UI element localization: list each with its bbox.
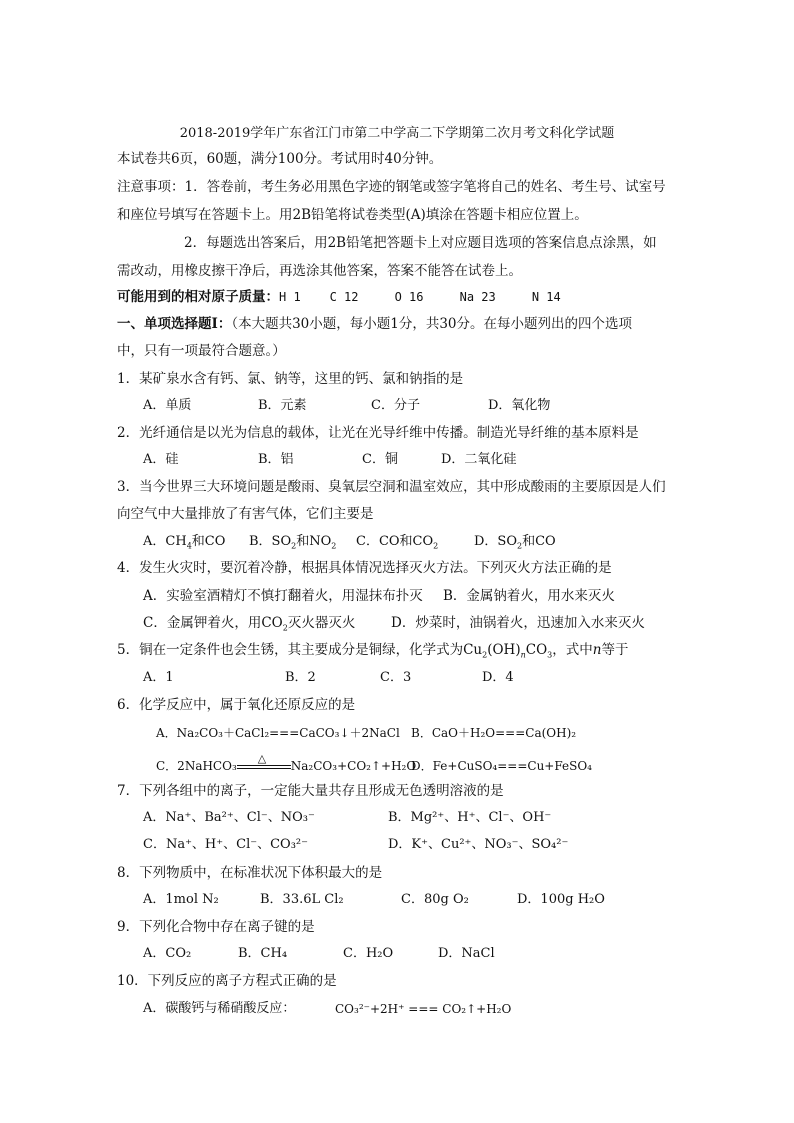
atomic-mass-line	[117, 288, 561, 306]
q3-option-b	[249, 533, 336, 551]
q5-text-post: ，式中	[552, 642, 593, 658]
q8-option-c: C．80g O₂	[401, 892, 469, 907]
q6-option-c	[156, 751, 417, 775]
q9-option-a: A．CO₂	[143, 946, 192, 961]
q10-option-a-label: A．碳酸钙与稀硝酸反应：	[143, 1001, 296, 1016]
q5-mid2: CO	[525, 642, 548, 658]
q5-option-a: A．1	[143, 670, 174, 685]
q7-option-b: B．Mg²⁺、H⁺、Cl⁻、OH⁻	[388, 810, 552, 825]
q3-a-sub: 4	[186, 541, 192, 551]
atomic-mass-values: H 1 C 12 O 16 Na 23 N 14	[279, 290, 561, 304]
q4-option-c	[143, 614, 355, 632]
section-heading-line2: 中，只有一项最符合题意。）	[117, 343, 286, 359]
notes-line-4: 需改动，用橡皮擦干净后，再选涂其他答案，答案不能答在试卷上。	[117, 263, 522, 279]
q3-d-text: D．SO	[474, 534, 517, 549]
question-7-stem: 7．下列各组中的离子，一定能大量共存且形成无色透明溶液的是	[117, 783, 504, 799]
q4-option-b: B．金属钠着火，用水来灭火	[443, 588, 615, 604]
question-5-stem	[117, 641, 628, 659]
q3-option-c	[356, 533, 438, 551]
question-4-stem: 4．发生火灾时，要沉着冷静，根据具体情况选择灭火方法。下列灭火方法正确的是	[117, 560, 612, 576]
notes-line-3: 2．每题选出答案后，用2B铅笔把答题卡上对应题目选项的答案信息点涂黑，如	[184, 235, 657, 251]
q8-option-b: B．33.6L Cl₂	[260, 892, 344, 907]
q6-option-a: A．Na₂CO₃＋CaCl₂===CaCO₃↓＋2NaCl	[156, 726, 400, 740]
q4-c-sub: 2	[282, 623, 288, 633]
question-3-stem-1: 3．当今世界三大环境问题是酸雨、臭氧层空洞和温室效应，其中形成酸雨的主要原因是人们	[117, 479, 666, 495]
q3-b-sub2: 2	[331, 541, 337, 551]
delta-symbol: △	[257, 751, 267, 765]
q1-option-a: A．单质	[143, 398, 192, 413]
q5-sub2: 3	[547, 650, 553, 660]
q4-option-d: D．炒菜时，油锅着火，迅速加入水来灭火	[391, 615, 645, 631]
q7-option-c: C．Na⁺、H⁺、Cl⁻、CO₃²⁻	[143, 837, 308, 852]
q3-d-text-end: 和CO	[522, 534, 556, 549]
q1-option-c: C．分子	[371, 398, 420, 413]
q2-option-a: A．硅	[143, 452, 179, 467]
q5-sub1: 2	[482, 650, 488, 660]
notes-line-2: 和座位号填写在答题卡上。用2B铅笔将试卷类型(A)填涂在答题卡相应位置上。	[117, 207, 588, 223]
q8-option-a: A．1mol N₂	[143, 892, 219, 907]
q3-a-text-end: 和CO	[191, 534, 226, 549]
q9-option-b: B．CH₄	[238, 946, 288, 961]
q5-text-end: 等于	[601, 642, 629, 658]
q1-option-d: D．氧化物	[488, 398, 551, 413]
q3-a-text: A．CH	[143, 534, 187, 549]
q3-c-sub: 2	[433, 541, 439, 551]
q4-option-a: A．实验室酒精灯不慎打翻着火，用湿抹布扑灭	[143, 588, 423, 604]
q4-c-text: C．金属钾着火，用CO	[143, 615, 283, 631]
q5-option-b: B．2	[285, 670, 316, 685]
question-10-stem: 10．下列反应的离子方程式正确的是	[117, 973, 337, 989]
question-2-stem: 2．光纤通信是以光为信息的载体，让光在光导纤维中传播。制造光导纤维的基本原料是	[117, 425, 639, 441]
q3-b-sub1: 2	[291, 541, 297, 551]
q3-option-d	[474, 533, 556, 551]
q10-option-a-equation: CO₃²⁻+2H⁺ === CO₂↑+H₂O	[335, 1002, 512, 1016]
q2-option-d: D．二氧化硅	[441, 452, 517, 467]
question-1-stem: 1．某矿泉水含有钙、氯、钠等，这里的钙、氯和钠指的是	[117, 371, 464, 387]
q5-n: n	[592, 642, 602, 658]
q9-option-d: D．NaCl	[438, 946, 495, 961]
notes-line-1: 注意事项：1．答卷前，考生务必用黑色字迹的钢笔或签字笔将自己的姓名、考生号、试室号	[117, 179, 666, 195]
q6-c-text-end: Na₂CO₃+CO₂↑+H₂O	[290, 759, 417, 773]
q1-option-b: B．元素	[258, 398, 307, 413]
page-title: 2018-2019学年广东省江门市第二中学高二下学期第二次月考文科化学试题	[179, 126, 615, 141]
q5-sub-n: n	[520, 650, 526, 660]
question-3-stem-2: 向空气中大量排放了有害气体，它们主要是	[117, 506, 374, 522]
q3-d-sub: 2	[517, 541, 523, 551]
section-heading-bold: 一、单项选择题Ⅰ：	[117, 316, 232, 332]
heating-equals-sign	[237, 751, 291, 772]
q8-option-d: D．100g H₂O	[517, 892, 605, 907]
q5-option-d: D．4	[482, 670, 514, 685]
intro-line: 本试卷共6页，60题，满分100分。考试用时40分钟。	[117, 151, 443, 167]
question-9-stem: 9．下列化合物中存在离子键的是	[117, 919, 315, 935]
q7-option-a: A．Na⁺、Ba²⁺、Cl⁻、NO₃⁻	[143, 810, 315, 825]
section-heading-rest: （本大题共30小题，每小题1分，共30分。在每小题列出的四个选项	[231, 316, 633, 332]
q3-option-a	[143, 533, 225, 551]
q5-mid: (OH)	[487, 642, 521, 658]
question-6-stem: 6．化学反应中，属于氧化还原反应的是	[117, 697, 356, 713]
q3-c-text: C．CO和CO	[356, 534, 434, 549]
section-heading	[117, 315, 632, 333]
atomic-mass-label: 可能用到的相对原子质量：	[117, 289, 279, 305]
q6-option-b: B．CaO＋H₂O===Ca(OH)₂	[411, 726, 577, 740]
q5-text: 5．铜在一定条件也会生锈，其主要成分是铜绿，化学式为Cu	[117, 642, 483, 658]
q2-option-b: B．铝	[258, 452, 294, 467]
q3-b-mid: 和NO	[296, 534, 332, 549]
q6-option-d: D．Fe+CuSO₄===Cu+FeSO₄	[411, 759, 592, 773]
q4-c-text-end: 灭火器灭火	[287, 615, 356, 631]
q2-option-c: C．铜	[362, 452, 398, 467]
question-8-stem: 8．下列物质中，在标准状况下体积最大的是	[117, 865, 383, 881]
q6-c-text: C．2NaHCO₃	[156, 759, 237, 773]
q5-option-c: C．3	[380, 670, 412, 685]
q7-option-d: D．K⁺、Cu²⁺、NO₃⁻、SO₄²⁻	[388, 837, 569, 852]
q9-option-c: C．H₂O	[343, 946, 394, 961]
q3-b-text: B．SO	[249, 534, 292, 549]
